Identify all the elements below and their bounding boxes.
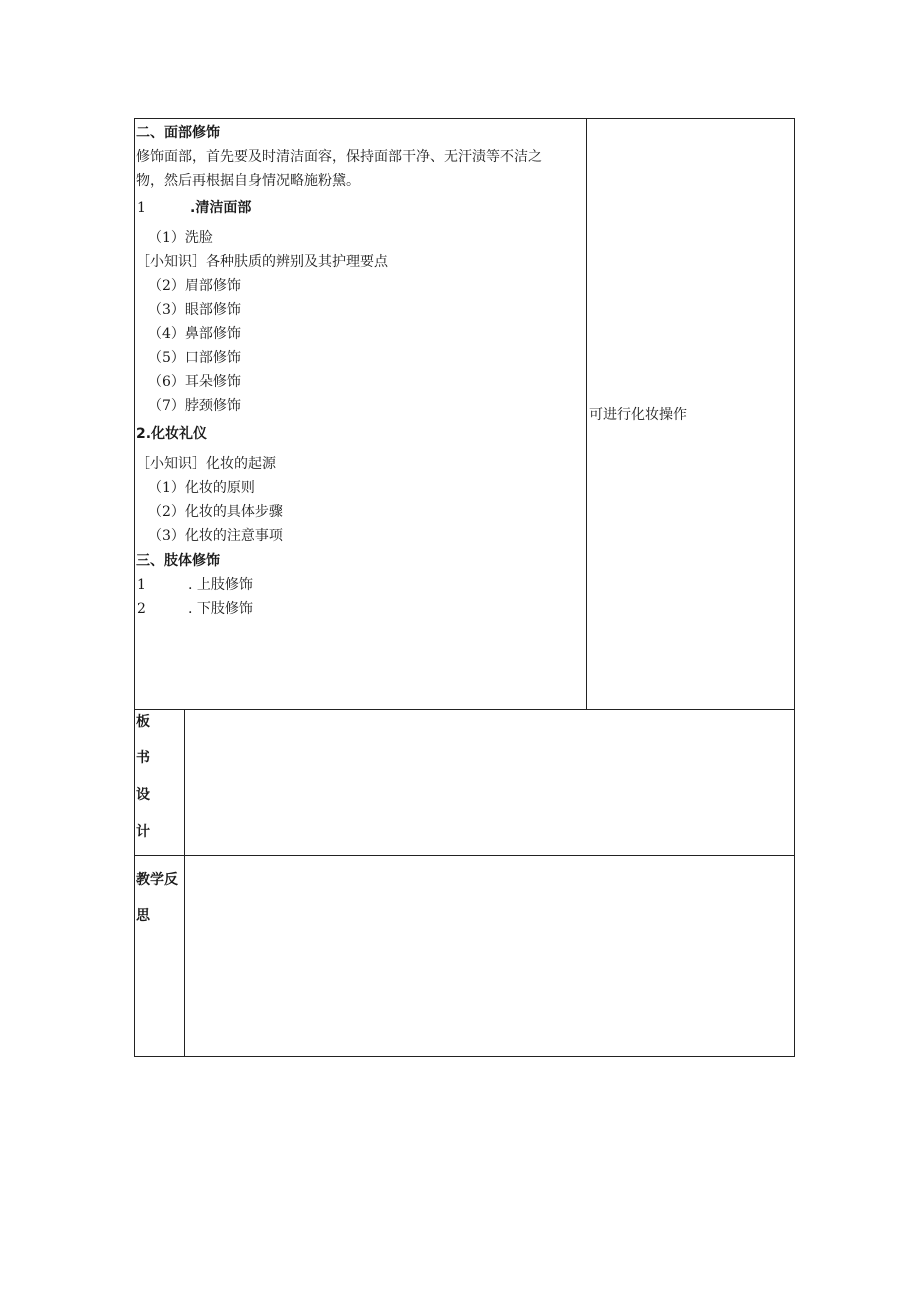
board-label-char: 计 xyxy=(136,824,150,840)
list-item: （7）脖颈修饰 xyxy=(148,398,241,414)
list-item: （1）洗脸 xyxy=(148,230,213,246)
top-row-divider xyxy=(586,118,587,710)
subsection1-number: 1 xyxy=(137,200,146,216)
section3-heading: 三、肢体修饰 xyxy=(136,553,220,569)
board-label-char: 板 xyxy=(136,714,150,730)
reflection-label-line: 教学反 xyxy=(136,872,178,888)
list-item: （1）化妆的原则 xyxy=(148,480,255,496)
list-item: （6）耳朵修饰 xyxy=(148,374,241,390)
tip-item: ［小知识］各种肤质的辨别及其护理要点 xyxy=(136,254,388,270)
row-separator-2 xyxy=(134,855,795,856)
side-note: 可进行化妆操作 xyxy=(589,407,687,423)
board-label-char: 设 xyxy=(136,787,150,803)
section3-item1-number: 1 xyxy=(137,577,146,593)
list-item: （2）眉部修饰 xyxy=(148,278,241,294)
subsection2-title: 2.化妆礼仪 xyxy=(136,426,208,442)
list-item: （2）化妆的具体步骤 xyxy=(148,504,283,520)
label-column-divider xyxy=(184,709,185,1057)
section3-item2-number: 2 xyxy=(137,601,146,617)
section3-item1: . 上肢修饰 xyxy=(188,577,253,593)
section3-item2: . 下肢修饰 xyxy=(188,601,253,617)
list-item: （5）口部修饰 xyxy=(148,350,241,366)
board-label-char: 书 xyxy=(136,750,150,766)
subsection1-title: .清洁面部 xyxy=(190,200,252,216)
row-separator-1 xyxy=(134,709,795,710)
tip-item: ［小知识］化妆的起源 xyxy=(136,456,276,472)
reflection-label-line: 思 xyxy=(136,908,150,924)
list-item: （3）化妆的注意事项 xyxy=(148,528,283,544)
section2-intro-line2: 物，然后再根据自身情况略施粉黛。 xyxy=(136,173,360,189)
list-item: （3）眼部修饰 xyxy=(148,302,241,318)
section2-intro-line1: 修饰面部，首先要及时清洁面容，保持面部干净、无汗渍等不洁之 xyxy=(136,149,542,165)
section2-heading: 二、面部修饰 xyxy=(136,125,220,141)
list-item: （4）鼻部修饰 xyxy=(148,326,241,342)
